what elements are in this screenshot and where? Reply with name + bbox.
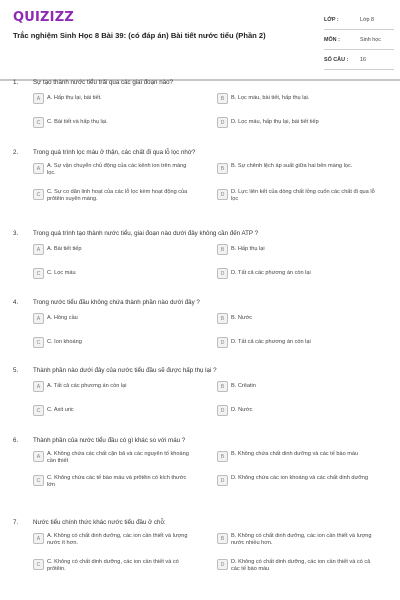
option-letter-box: A <box>33 244 44 255</box>
option-text: C. Axit uric <box>47 407 74 413</box>
option-letter-box: A <box>33 163 44 174</box>
meta-key: LỚP : <box>324 16 339 23</box>
question-number: 2. <box>13 149 19 156</box>
question-text: Trong quá trình lọc máu ở thận, các chất đi qua lỗ lọc nhờ? <box>33 149 196 156</box>
option-letter-box: B <box>217 451 228 462</box>
answer-option-c[interactable] <box>33 189 195 204</box>
answer-option-a[interactable] <box>33 93 195 104</box>
option-text: D. Lực liên kết của dòng chất lỏng cuốn các chất đi qua lỗ lọc <box>231 189 375 203</box>
meta-value: 16 <box>360 56 366 63</box>
option-text: A. Không có chất dinh dưỡng, các ion cần thiết và lượng nước ít hơn. <box>47 533 188 547</box>
answer-option-c[interactable] <box>33 337 195 348</box>
option-text: D. Không có chất dinh dưỡng, các ion cần thiết và có cả các tế bào máu <box>231 559 371 573</box>
question-text: Nước tiểu chính thức khác nước tiểu đầu ở chỗ: <box>33 519 166 526</box>
question-text: Thành phần của nước tiểu đầu có gì khác so với máu ? <box>33 437 186 444</box>
option-letter-box: D <box>217 337 228 348</box>
answer-option-a[interactable] <box>33 313 195 324</box>
option-text: B. Crêatin <box>231 383 256 389</box>
option-text: B. Không có chất dinh dưỡng, các ion cần thiết và lượng nước nhiều hơn. <box>231 533 372 547</box>
option-text: A. Sự vận chuyển chủ động của các kênh ion trên màng lọc. <box>47 163 187 177</box>
option-text: D. Tất cả các phương án còn lại <box>231 339 311 345</box>
answer-option-c[interactable] <box>33 559 195 574</box>
option-text: A. Hấp thụ lại, bài tiết. <box>47 95 102 101</box>
question-number: 3. <box>13 230 19 237</box>
option-text: B. Không chứa chất dinh dưỡng và các tế bào máu <box>231 451 359 457</box>
option-letter-box: B <box>217 163 228 174</box>
question-text: Sự tạo thành nước tiểu trải qua các giai đoạn nào? <box>33 79 173 86</box>
meta-key: MÔN : <box>324 36 340 43</box>
option-letter-box: A <box>33 313 44 324</box>
option-text: D. Tất cả các phương án còn lại <box>231 270 311 276</box>
question-number: 7. <box>13 519 19 526</box>
option-letter-box: B <box>217 313 228 324</box>
answer-option-c[interactable] <box>33 117 195 128</box>
option-letter-box: A <box>33 451 44 462</box>
question-number: 6. <box>13 437 19 444</box>
answer-option-c[interactable] <box>33 405 195 416</box>
option-text: D. Không chứa các ion khoáng và các chất dinh dưỡng <box>231 475 369 481</box>
option-letter-box: B <box>217 533 228 544</box>
answer-option-d[interactable] <box>217 405 379 416</box>
question-number: 1. <box>13 79 19 86</box>
option-text: A. Hồng cầu <box>47 315 78 321</box>
answer-option-a[interactable] <box>33 381 195 392</box>
page-title: Trắc nghiệm Sinh Học 8 Bài 39: (có đáp án) Bài tiết nước tiểu (Phần 2) <box>13 31 266 40</box>
answer-option-d[interactable] <box>217 117 379 128</box>
answer-option-d[interactable] <box>217 189 379 204</box>
answer-option-b[interactable] <box>217 93 379 104</box>
option-letter-box: B <box>217 93 228 104</box>
option-text: C. Lọc máu <box>47 270 76 276</box>
answer-option-a[interactable] <box>33 244 195 255</box>
answer-option-b[interactable] <box>217 381 379 392</box>
meta-value: Lớp 8 <box>360 16 375 23</box>
option-text: C. Không có chất dinh dưỡng, các ion cần thiết và có prôtêin. <box>47 559 179 573</box>
meta-table <box>324 10 394 70</box>
option-text: A. Không chứa các chất cặn bã và các nguyên tố khoáng cần thiết <box>47 451 189 465</box>
answer-option-a[interactable] <box>33 451 195 466</box>
answer-option-d[interactable] <box>217 268 379 279</box>
option-text: C. Bài tiết và hấp thụ lại. <box>47 119 108 125</box>
option-letter-box: D <box>217 189 228 200</box>
answer-option-b[interactable] <box>217 163 379 174</box>
option-letter-box: C <box>33 475 44 486</box>
question-number: 5. <box>13 367 19 374</box>
meta-row-class <box>324 10 394 30</box>
meta-row-subject <box>324 30 394 50</box>
option-letter-box: C <box>33 337 44 348</box>
option-text: B. Lọc máu, bài tiết, hấp thụ lại. <box>231 95 310 101</box>
option-text: D. Lọc máu, hấp thụ lại, bài tiết tiếp <box>231 119 319 125</box>
option-text: C. Sự co dãn linh hoạt của các lỗ lọc kèm hoạt động của prôtêin xuyên màng. <box>47 189 188 203</box>
option-letter-box: D <box>217 268 228 279</box>
meta-row-count <box>324 50 394 70</box>
option-letter-box: A <box>33 381 44 392</box>
brand-logo: QUIZIZZ <box>13 10 74 25</box>
option-text: A. Tất cả các phương án còn lại <box>47 383 127 389</box>
answer-option-b[interactable] <box>217 244 379 255</box>
option-letter-box: C <box>33 268 44 279</box>
option-text: B. Nước <box>231 315 253 321</box>
option-text: B. Sự chênh lệch áp suất giữa hai bên màng lọc. <box>231 163 353 169</box>
option-text: A. Bài tiết tiếp <box>47 246 82 252</box>
option-letter-box: C <box>33 189 44 200</box>
option-letter-box: D <box>217 117 228 128</box>
option-text: B. Hấp thụ lại <box>231 246 265 252</box>
meta-key: SỐ CÂU : <box>324 56 349 63</box>
answer-option-d[interactable] <box>217 559 379 574</box>
question-number: 4. <box>13 299 19 306</box>
answer-option-a[interactable] <box>33 163 195 178</box>
option-letter-box: B <box>217 381 228 392</box>
answer-option-a[interactable] <box>33 533 195 548</box>
option-letter-box: B <box>217 244 228 255</box>
answer-option-b[interactable] <box>217 451 379 462</box>
option-letter-box: D <box>217 475 228 486</box>
option-text: C. Ion khoáng <box>47 339 82 345</box>
option-letter-box: C <box>33 559 44 570</box>
answer-option-c[interactable] <box>33 268 195 279</box>
answer-option-d[interactable] <box>217 475 379 486</box>
option-letter-box: D <box>217 559 228 570</box>
option-letter-box: C <box>33 405 44 416</box>
question-text: Trong quá trình tạo thành nước tiểu, giai đoạn nào dưới đây không cần đến ATP ? <box>33 230 259 237</box>
answer-option-c[interactable] <box>33 475 195 490</box>
option-text: C. Không chứa các tế bào máu và prôtêin có kích thước lớn <box>47 475 187 489</box>
worksheet-header <box>0 0 400 80</box>
option-letter-box: D <box>217 405 228 416</box>
meta-value: Sinh học <box>360 36 381 43</box>
question-text: Trong nước tiểu đầu không chứa thành phần nào dưới đây ? <box>33 299 200 306</box>
option-letter-box: A <box>33 533 44 544</box>
question-text: Thành phần nào dưới đây của nước tiểu đầu sẽ được hấp thụ lại ? <box>33 367 217 374</box>
answer-option-b[interactable] <box>217 313 379 324</box>
option-text: D. Nước <box>231 407 253 413</box>
option-letter-box: C <box>33 117 44 128</box>
answer-option-b[interactable] <box>217 533 379 548</box>
answer-option-d[interactable] <box>217 337 379 348</box>
option-letter-box: A <box>33 93 44 104</box>
